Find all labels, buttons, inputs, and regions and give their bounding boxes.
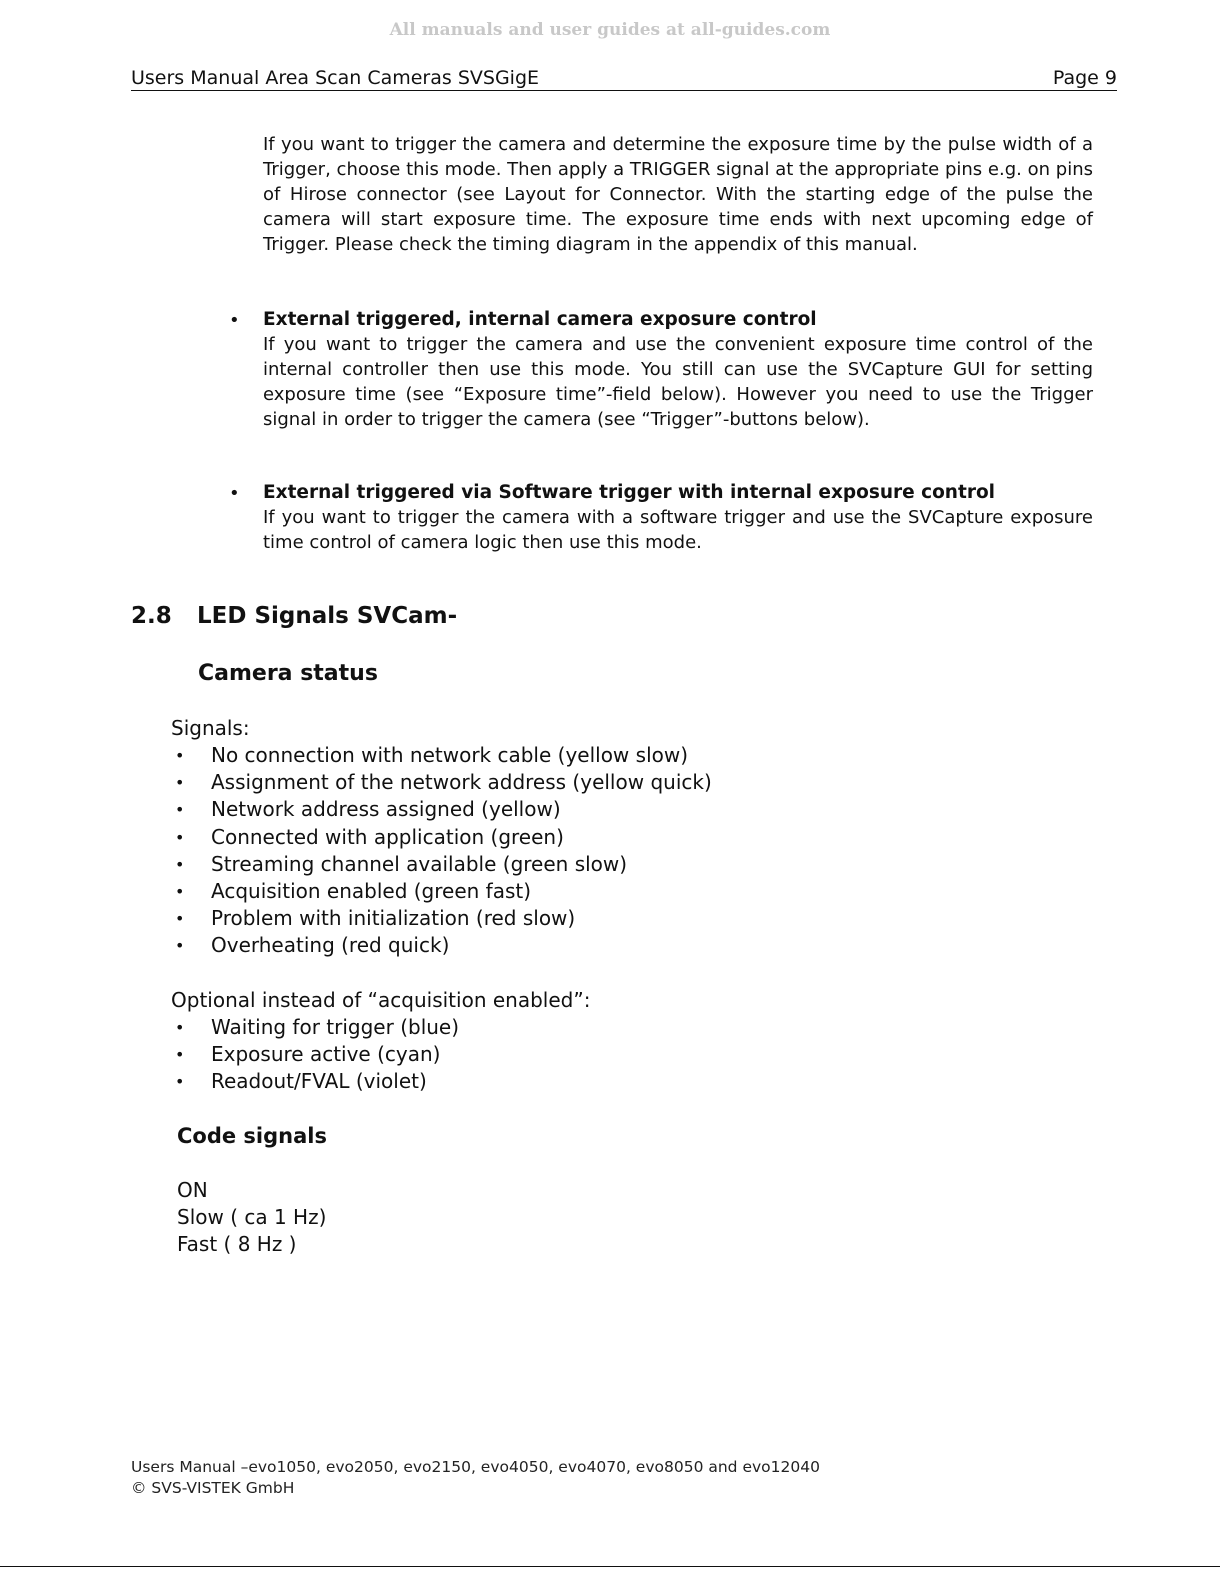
- optional-label: Optional instead of “acquisition enabled”:: [171, 988, 591, 1012]
- list-item: [171, 1014, 459, 1041]
- bullet-marker: •: [175, 800, 185, 820]
- list-item-text: Connected with application (green): [211, 824, 564, 849]
- subsection-heading: Camera status: [198, 661, 378, 686]
- section-title: LED Signals SVCam-: [197, 603, 458, 629]
- bullet-marker: •: [175, 1072, 185, 1092]
- page-bottom-divider: [0, 1566, 1220, 1567]
- list-item: [171, 824, 712, 851]
- list-item-text: Waiting for trigger (blue): [211, 1015, 460, 1039]
- bullet-marker: •: [175, 1045, 185, 1065]
- list-item: [171, 1041, 459, 1068]
- list-item: [171, 932, 712, 959]
- mode-description: If you want to trigger the camera and use the convenient exposure time control of the internal controller then use this mode. You still can use the SVCapture GUI for setting exposure time (see “Exposure time”-field below). However you need to use the Trigger signal in order to trigger the camera (see “Trigger”-buttons below).: [263, 334, 1093, 430]
- list-item: [171, 742, 712, 769]
- mode-title: External triggered, internal camera exposure control: [263, 309, 817, 330]
- list-item-text: Exposure active (cyan): [211, 1042, 441, 1067]
- page-footer: [131, 1457, 820, 1499]
- list-item-text: Overheating (red quick): [211, 933, 450, 958]
- section-heading: [131, 600, 457, 632]
- code-signals-heading: Code signals: [177, 1124, 327, 1148]
- list-item: [171, 851, 712, 878]
- code-signals-list: [177, 1177, 326, 1259]
- code-signal: Slow ( ca 1 Hz): [177, 1205, 327, 1230]
- page-header: [131, 66, 1117, 91]
- intro-paragraph: If you want to trigger the camera and determine the exposure time by the pulse width of a Trigger, choose this mode. Then apply a TRIGGER signal at the appropriate pins e.g. on pins of Hirose connector (see Layout for Connector. With the starting edge of the pulse the camera will start exposure time. The exposure time ends with next upcoming edge of Trigger. Please check the timing diagram in the appendix of this manual.: [263, 134, 1093, 255]
- footer-manual-line: Users Manual –evo1050, evo2050, evo2150, evo4050, evo4070, evo8050 and evo12040: [131, 1458, 820, 1476]
- mode-title: External triggered via Software trigger with internal exposure control: [263, 482, 995, 503]
- list-item: [171, 796, 712, 823]
- bullet-marker: •: [175, 1018, 185, 1037]
- page-number: Page 9: [1052, 67, 1117, 89]
- bullet-marker: •: [229, 483, 240, 504]
- list-item: [171, 878, 712, 905]
- code-signal: Fast ( 8 Hz ): [177, 1232, 297, 1257]
- list-item-text: Network address assigned (yellow): [211, 797, 561, 822]
- list-item-text: Acquisition enabled (green fast): [211, 879, 532, 904]
- list-item-text: Problem with initialization (red slow): [211, 906, 576, 931]
- header-title: Users Manual Area Scan Cameras SVSGigE: [131, 67, 540, 89]
- list-item: [171, 905, 712, 932]
- list-item: [171, 769, 712, 796]
- code-signal: ON: [177, 1178, 208, 1202]
- bullet-marker: •: [175, 773, 185, 793]
- watermark: All manuals and user guides at all-guides.com: [389, 20, 831, 40]
- bullet-marker: •: [175, 827, 185, 847]
- list-item-text: Readout/FVAL (violet): [211, 1069, 427, 1094]
- bullet-marker: •: [175, 746, 185, 765]
- section-number: 2.8: [131, 603, 172, 629]
- optional-signals-list: [171, 1014, 459, 1096]
- signals-label: Signals:: [171, 716, 250, 740]
- list-item: [171, 1068, 459, 1095]
- bullet-marker: •: [175, 854, 185, 874]
- bullet-marker: •: [175, 936, 185, 956]
- list-item-text: Streaming channel available (green slow): [211, 851, 628, 876]
- bullet-marker: •: [175, 909, 185, 929]
- bullet-marker: •: [175, 882, 185, 902]
- mode-description: If you want to trigger the camera with a software trigger and use the SVCapture exposure time control of camera logic then use this mode.: [263, 507, 1093, 553]
- bullet-marker: •: [229, 310, 240, 331]
- signals-list: [171, 742, 712, 960]
- list-item-text: No connection with network cable (yellow slow): [211, 743, 689, 767]
- footer-copyright: © SVS-VISTEK GmbH: [131, 1479, 295, 1497]
- list-item-text: Assignment of the network address (yellow quick): [211, 770, 712, 795]
